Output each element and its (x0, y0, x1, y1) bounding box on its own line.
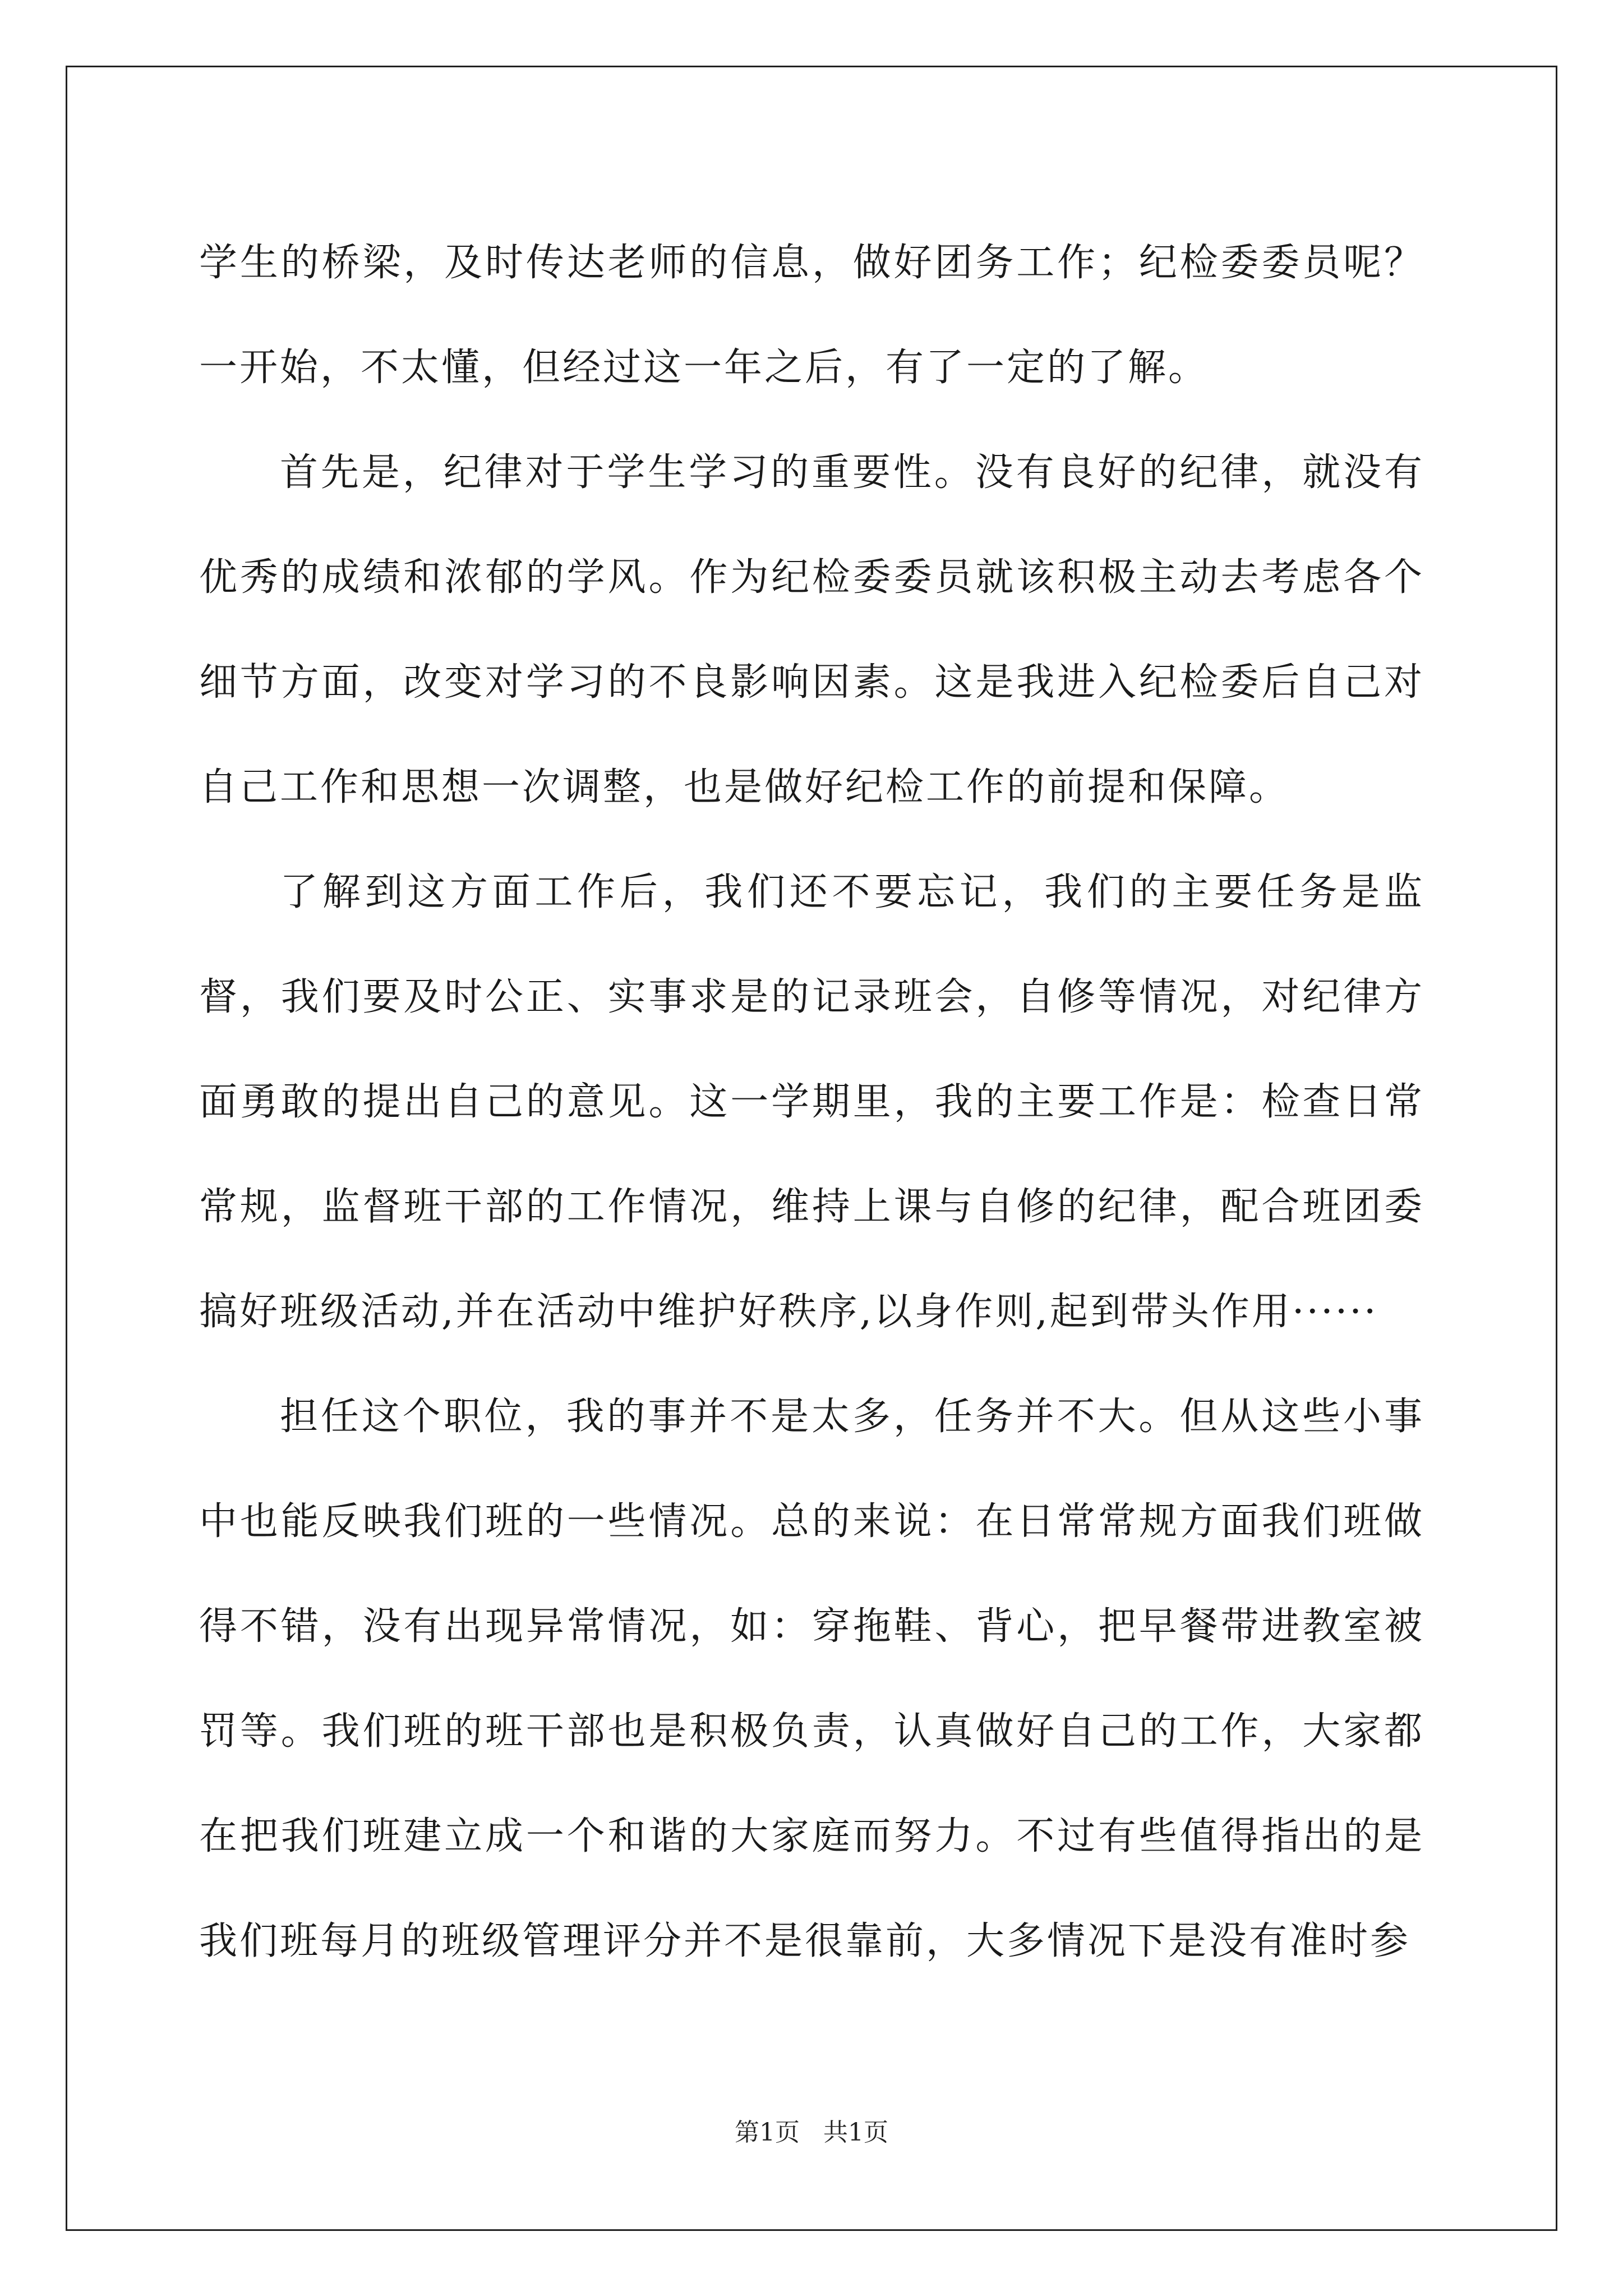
paragraph-4: 担任这个职位，我的事并不是太多，任务并不大。但从这些小事中也能反映我们班的一些情况。总的来说：在日常常规方面我们班做得不错，没有出现异常情况，如：穿拖鞋、背心，把早餐带进教室被罚等。我们班的班干部也是积极负责，认真做好自己的工作，大家都在把我们班建立成一个和谐的大家庭而努力。不过有些值得指出的是我们班每月的班级管理评分并不是很靠前，大多情况下是没有准时参 (199, 1395, 1424, 1963)
paragraph-3: 了解到这方面工作后，我们还不要忘记，我们的主要任务是监督，我们要及时公正、实事求是的记录班会，自修等情况，对纪律方面勇敢的提出自己的意见。这一学期里，我的主要工作是：检查日常常规，监督班干部的工作情况，维持上课与自修的纪律，配合班团委搞好班级活动,并在活动中维护好秩序,以身作则,起到带头作用······ (199, 870, 1424, 1334)
page-number: 第1页 (735, 2118, 800, 2147)
document-body (199, 210, 1424, 1994)
page-footer (0, 2116, 1623, 2150)
footer-spacer (800, 2118, 823, 2147)
page-total: 共1页 (823, 2118, 888, 2147)
paragraph-1: 学生的桥梁，及时传达老师的信息，做好团务工作；纪检委委员呢？一开始，不太懂，但经过这一年之后，有了一定的了解。 (199, 241, 1424, 390)
paragraph-2: 首先是，纪律对于学生学习的重要性。没有良好的纪律，就没有优秀的成绩和浓郁的学风。作为纪检委委员就该积极主动去考虑各个细节方面，改变对学习的不良影响因素。这是我进入纪检委后自己对自己工作和思想一次调整，也是做好纪检工作的前提和保障。 (199, 450, 1424, 809)
